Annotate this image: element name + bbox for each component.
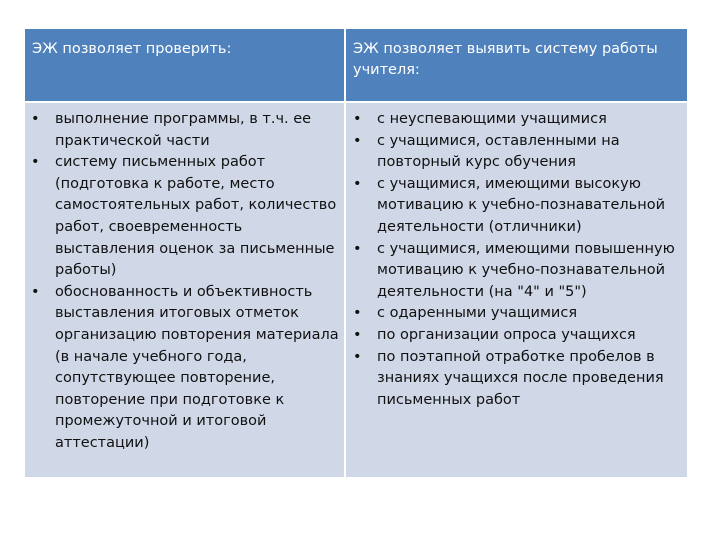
bullet-icon: • — [31, 283, 40, 300]
list-item-text: с одаренными учащимися — [377, 305, 578, 322]
list-item — [351, 131, 683, 174]
bullet-icon: • — [353, 111, 362, 127]
column-divider — [344, 29, 346, 477]
list-item-text: систему письменных работ (подготовка к работе, место самостоятельных работ, количество работ, своевременность выставления оценок за письменные работы) — [55, 154, 337, 279]
header-cell-left: ЭЖ позволяет проверить: — [32, 41, 232, 57]
bullet-icon: • — [31, 111, 40, 127]
list-item — [29, 152, 341, 282]
list-item — [351, 303, 683, 325]
list-item-text: обоснованность и объективность выставления итоговых отметок организацию повторения материала (в начале учебного года, сопутствующее повторение, повторение при подготовке к промежуточной и итоговой аттестации) — [55, 283, 339, 451]
header-cell-right: ЭЖ позволяет выявить систему работы учителя: — [353, 41, 658, 78]
list-item — [351, 109, 683, 131]
list-item — [351, 174, 683, 239]
comparison-table — [25, 29, 687, 477]
table-body-row — [25, 103, 687, 477]
bullet-icon: • — [353, 175, 362, 192]
bullet-icon: • — [353, 240, 362, 257]
body-cell-right — [351, 109, 683, 411]
bullet-icon: • — [31, 154, 40, 171]
right-bullet-list — [351, 109, 683, 411]
list-item — [351, 239, 683, 304]
list-item-text: с неуспевающими учащимися — [377, 111, 607, 127]
list-item-text: выполнение программы, в т.ч. ее практической части — [55, 111, 312, 149]
bullet-icon: • — [353, 348, 362, 365]
list-item-text: с учащимися, имеющими высокую мотивацию к учебно-познавательной деятельности (отличники) — [377, 175, 665, 235]
bullet-icon: • — [353, 305, 362, 322]
list-item — [351, 325, 683, 347]
table-header-row — [25, 29, 687, 101]
list-item-text: с учащимися, имеющими повышенную мотивацию к учебно-познавательной деятельности (на "4" и "5") — [377, 240, 675, 300]
list-item — [29, 282, 341, 455]
body-cell-left — [29, 109, 341, 455]
bullet-icon: • — [353, 326, 362, 343]
list-item-text: по организации опроса учащихся — [377, 326, 636, 343]
list-item-text: по поэтапной отработке пробелов в знаниях учащихся после проведения письменных работ — [377, 348, 664, 408]
list-item — [351, 347, 683, 412]
list-item-text: с учащимися, оставленными на повторный курс обучения — [377, 132, 620, 171]
bullet-icon: • — [353, 132, 362, 149]
left-bullet-list — [29, 109, 341, 455]
list-item — [29, 109, 341, 152]
row-divider — [25, 101, 687, 103]
